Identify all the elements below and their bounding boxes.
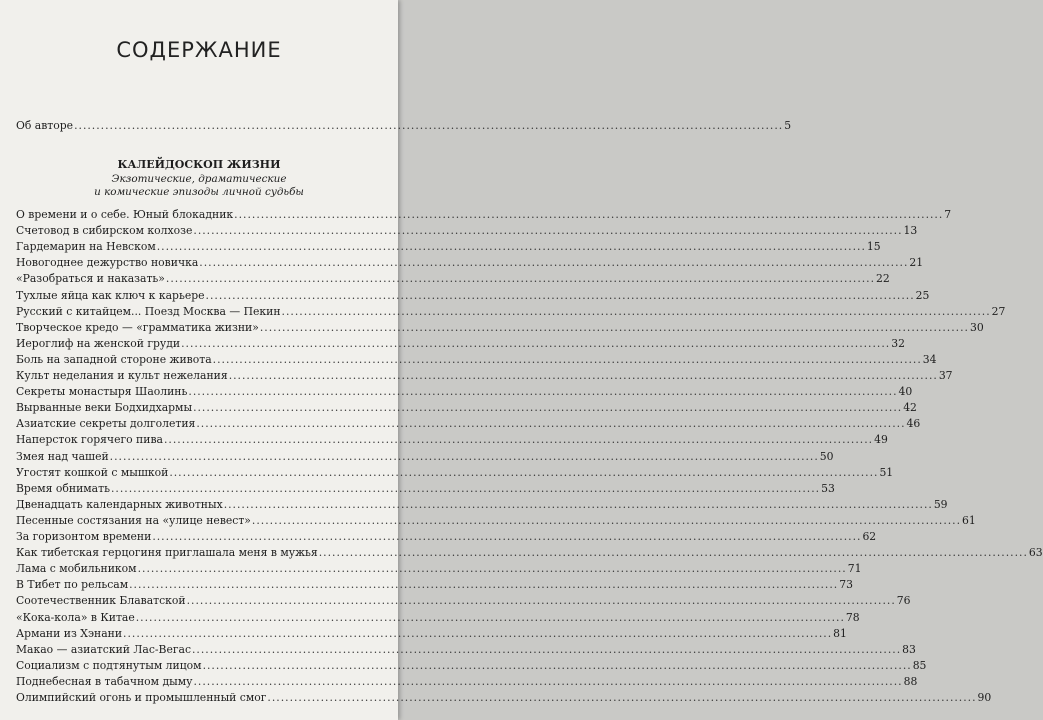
toc-entry-title: Макао — азиатский Лас-Вегас (16, 642, 191, 656)
toc-entry-page: 62 (862, 530, 877, 543)
toc-entry-page: 22 (876, 272, 890, 286)
toc-entry (16, 368, 953, 384)
toc-entry-title: Соотечественник Блаватской (16, 594, 186, 608)
leader-dots (152, 529, 861, 545)
toc-entry-title: Песенные состязания на «улице невест» (16, 513, 251, 527)
toc-entry-page: 42 (903, 401, 917, 415)
toc-entry-page: 81 (833, 626, 847, 640)
toc-entry (16, 642, 916, 658)
toc-entry-title: В Тибет по рельсам (16, 578, 129, 592)
toc-entry (16, 497, 948, 513)
toc-entry-page: 63 (1028, 546, 1043, 560)
toc-entry (16, 610, 860, 626)
toc-entry-title: Культ неделания и культ нежелания (16, 369, 228, 382)
toc-entry-title: Наперсток горячего пива (16, 433, 163, 447)
toc-entry-page: 50 (819, 449, 834, 463)
leader-dots (260, 320, 969, 336)
toc-entry-page: 88 (903, 674, 918, 688)
toc-entry-title: Об авторе (16, 119, 74, 132)
toc-entry-title: Гардемарин на Невском (16, 240, 156, 254)
toc-entry-page: 30 (969, 320, 984, 334)
toc-entry-page: 25 (915, 288, 930, 302)
leader-dots (199, 255, 908, 271)
toc-entry-title: Творческое кредо — «грамматика жизни» (16, 320, 259, 334)
toc-entry (16, 271, 890, 287)
toc-entry-title: Социализм с подтянутым лицом (16, 658, 202, 672)
toc-entry-page: 59 (933, 497, 948, 511)
toc-entry (16, 304, 1006, 320)
toc-entry-title: Иероглиф на женской груди (16, 336, 181, 350)
toc-entry-page: 21 (909, 256, 924, 270)
leader-dots (188, 384, 897, 400)
toc-entry-title: Счетовод в сибирском колхозе (16, 224, 193, 238)
toc-entry-page: 61 (962, 513, 976, 527)
toc-entry (16, 384, 913, 400)
leader-dots (206, 288, 915, 304)
toc-entry (16, 465, 894, 481)
toc-entry-title: За горизонтом времени (16, 530, 152, 543)
toc-entry (16, 416, 921, 432)
toc-entry-page: 32 (891, 336, 905, 350)
toc-entry-about-author (16, 118, 792, 134)
toc-entry (16, 577, 853, 593)
leader-dots (166, 271, 875, 287)
toc-entry (16, 690, 992, 706)
toc-entry-page: 78 (845, 610, 860, 624)
toc-entry-page: 83 (902, 642, 916, 656)
toc-entry-page: 53 (821, 481, 835, 495)
toc-entry (16, 239, 881, 255)
leader-dots (74, 118, 783, 134)
toc-entry-page: 40 (898, 385, 913, 399)
leader-dots (229, 368, 938, 384)
toc-entry-page: 34 (922, 352, 937, 366)
toc-entry-page: 90 (977, 691, 992, 704)
toc-entry-page: 73 (839, 578, 853, 592)
leader-dots (196, 416, 905, 432)
toc-entry (16, 561, 862, 577)
toc-entry (16, 320, 984, 336)
leader-dots (193, 400, 902, 416)
toc-entry-page: 71 (847, 562, 862, 576)
leader-dots (110, 449, 819, 465)
leader-dots (111, 481, 820, 497)
toc-entry-page: 5 (784, 119, 792, 132)
toc-entry (16, 513, 976, 529)
toc-entry-title: Олимпийский огонь и промышленный смог (16, 691, 267, 704)
toc-entry-title: Новогоднее дежурство новичка (16, 256, 199, 270)
leader-dots (234, 207, 943, 223)
toc-entry (16, 400, 917, 416)
toc-entry-title: «Разобраться и наказать» (16, 272, 165, 286)
toc-entry-page: 46 (906, 417, 921, 431)
leader-dots (203, 658, 912, 674)
toc-entry-title: Русский с китайцем... Поезд Москва — Пекин (16, 304, 281, 318)
toc-entry (16, 255, 924, 271)
toc-entry (16, 449, 834, 465)
toc-entry-page: 27 (991, 304, 1006, 318)
toc-entry (16, 432, 888, 448)
leader-dots (157, 239, 866, 255)
toc-entry-title: Как тибетская герцогиня приглашала меня в мужья (16, 546, 318, 560)
toc-entry-page: 51 (879, 465, 894, 479)
toc-entry-page: 15 (866, 240, 881, 254)
toc-entry (16, 545, 1043, 561)
toc-entry (16, 336, 905, 352)
leader-dots (267, 690, 976, 706)
section-title: КАЛЕЙДОСКОП ЖИЗНИ (117, 158, 281, 171)
leader-dots (213, 352, 922, 368)
toc-entry (16, 658, 927, 674)
toc-entry-title: Секреты монастыря Шаолинь (16, 385, 188, 399)
toc-entry-title: Тухлые яйца как ключ к карьере (16, 288, 205, 302)
toc-entry (16, 288, 930, 304)
toc-entry (16, 223, 918, 239)
toc-entry-title: Угостят кошкой с мышкой (16, 465, 169, 479)
leader-dots (164, 432, 873, 448)
leader-dots (136, 610, 845, 626)
toc-entry-page: 37 (938, 369, 953, 382)
toc-entry-title: Лама с мобильником (16, 562, 137, 576)
toc-entry-page: 49 (874, 433, 888, 447)
toc-entry (16, 593, 911, 609)
toc-entry-title: Азиатские секреты долголетия (16, 417, 196, 431)
toc-entry-title: Вырванные веки Бодхидхармы (16, 401, 193, 415)
toc-entry-title: Двенадцать календарных животных (16, 497, 223, 511)
leader-dots (181, 336, 890, 352)
toc-entry-title: Змея над чашей (16, 449, 109, 463)
toc-entry (16, 207, 952, 223)
toc-entry (16, 481, 835, 497)
leader-dots (224, 497, 933, 513)
leader-dots (319, 545, 1028, 561)
leader-dots (169, 465, 878, 481)
toc-entry (16, 674, 918, 690)
leader-dots (192, 642, 901, 658)
toc-entry-page: 13 (903, 224, 918, 238)
leader-dots (252, 513, 961, 529)
toc-entry-page: 7 (944, 208, 952, 221)
page-heading: СОДЕРЖАНИЕ (116, 38, 282, 62)
toc-entry-title: «Кока-кола» в Китае (16, 610, 135, 624)
toc-entry-title: Армани из Хэнани (16, 626, 123, 640)
toc-entry-title: О времени и о себе. Юный блокадник (16, 208, 234, 221)
leader-dots (193, 674, 902, 690)
leader-dots (193, 223, 902, 239)
section-subtitle-line2: и комические эпизоды личной судьбы (94, 186, 304, 198)
toc-entry-title: Время обнимать (16, 481, 110, 495)
toc-entry (16, 529, 877, 545)
toc-entry (16, 626, 847, 642)
toc-entry (16, 352, 937, 368)
leader-dots (123, 626, 832, 642)
toc-entry-page: 76 (896, 594, 911, 608)
toc-entry-title: Боль на западной стороне живота (16, 352, 212, 366)
toc-entry-page: 85 (912, 658, 927, 672)
leader-dots (187, 593, 896, 609)
toc-entry-title: Поднебесная в табачном дыму (16, 674, 193, 688)
leader-dots (129, 577, 838, 593)
leader-dots (138, 561, 847, 577)
section-subtitle-line1: Экзотические, драматические (111, 173, 287, 185)
leader-dots (282, 304, 991, 320)
